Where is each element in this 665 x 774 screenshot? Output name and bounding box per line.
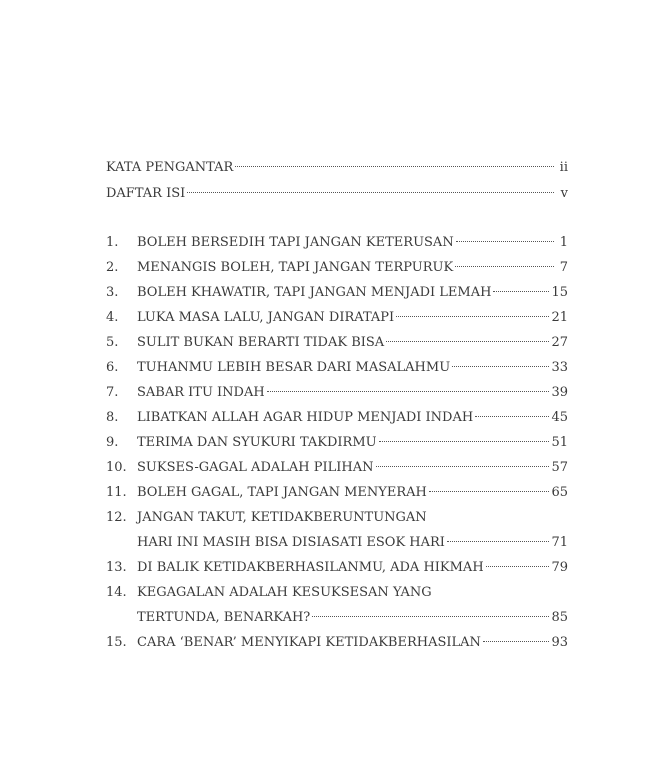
entry-title: TERIMA DAN SYUKURI TAKDIRMU xyxy=(137,435,377,450)
page-number: 27 xyxy=(551,335,568,350)
chapter-number: 4. xyxy=(106,310,119,325)
toc-entry xyxy=(106,505,568,530)
chapter-number: 12. xyxy=(106,510,127,525)
chapter-number: 9. xyxy=(106,435,119,450)
page-number: 71 xyxy=(551,535,568,550)
page-number: 57 xyxy=(551,460,568,475)
toc-entry xyxy=(106,480,568,505)
chapter-number: 13. xyxy=(106,560,127,575)
toc-entry xyxy=(106,355,568,380)
dot-leader xyxy=(187,192,554,193)
toc-entry xyxy=(106,530,568,555)
entry-title: BOLEH BERSEDIH TAPI JANGAN KETERUSAN xyxy=(137,235,454,250)
chapter-number: 8. xyxy=(106,410,119,425)
table-of-contents xyxy=(106,155,568,655)
entry-title: KATA PENGANTAR xyxy=(106,160,234,175)
dot-leader xyxy=(483,641,550,642)
dot-leader xyxy=(312,616,549,617)
dot-leader xyxy=(475,416,549,417)
page-number: 15 xyxy=(551,285,568,300)
entry-title: CARA ‘BENAR’ MENYIKAPI KETIDAKBERHASILAN xyxy=(137,635,481,650)
page-number: 79 xyxy=(551,560,568,575)
entry-title: LIBATKAN ALLAH AGAR HIDUP MENJADI INDAH xyxy=(137,410,474,425)
toc-entry xyxy=(106,580,568,605)
chapter-number: 1. xyxy=(106,235,119,250)
page-number: 39 xyxy=(551,385,568,400)
page-number: 1 xyxy=(559,235,568,250)
chapter-number: 6. xyxy=(106,360,119,375)
chapter-list xyxy=(106,230,568,655)
toc-entry xyxy=(106,455,568,480)
dot-leader xyxy=(486,566,550,567)
chapter-number: 2. xyxy=(106,260,119,275)
page-number: 65 xyxy=(551,485,568,500)
entry-title: KEGAGALAN ADALAH KESUKSESAN YANG xyxy=(137,585,432,600)
entry-title: TUHANMU LEBIH BESAR DARI MASALAHMU xyxy=(137,360,451,375)
dot-leader xyxy=(456,241,554,242)
page-number: 85 xyxy=(551,610,568,625)
dot-leader xyxy=(429,491,550,492)
toc-entry xyxy=(106,380,568,405)
chapter-number: 14. xyxy=(106,585,127,600)
dot-leader xyxy=(386,341,549,342)
spacer xyxy=(106,206,568,230)
entry-title: LUKA MASA LALU, JANGAN DIRATAPI xyxy=(137,310,395,325)
chapter-number: 10. xyxy=(106,460,127,475)
toc-entry xyxy=(106,280,568,305)
toc-entry xyxy=(106,555,568,580)
page-number: 33 xyxy=(551,360,568,375)
toc-entry xyxy=(106,255,568,280)
dot-leader xyxy=(447,541,550,542)
toc-entry xyxy=(106,430,568,455)
dot-leader xyxy=(396,316,549,317)
entry-title: BOLEH KHAWATIR, TAPI JANGAN MENJADI LEMAH xyxy=(137,285,492,300)
entry-title: SABAR ITU INDAH xyxy=(137,385,265,400)
toc-entry xyxy=(106,330,568,355)
dot-leader xyxy=(235,166,554,167)
page-number: 93 xyxy=(551,635,568,650)
entry-title: SULIT BUKAN BERARTI TIDAK BISA xyxy=(137,335,385,350)
chapter-number: 3. xyxy=(106,285,119,300)
toc-entry xyxy=(106,230,568,255)
toc-entry xyxy=(106,181,568,207)
page-number: 45 xyxy=(551,410,568,425)
page-number: ii xyxy=(559,160,568,175)
page-number: 7 xyxy=(559,260,568,275)
toc-entry xyxy=(106,630,568,655)
entry-title: TERTUNDA, BENARKAH? xyxy=(137,610,311,625)
entry-title: MENANGIS BOLEH, TAPI JANGAN TERPURUK xyxy=(137,260,454,275)
dot-leader xyxy=(379,441,550,442)
chapter-number: 5. xyxy=(106,335,119,350)
entry-title: DI BALIK KETIDAKBERHASILANMU, ADA HIKMAH xyxy=(137,560,484,575)
toc-entry xyxy=(106,155,568,181)
dot-leader xyxy=(455,266,554,267)
chapter-number: 11. xyxy=(106,485,127,500)
dot-leader xyxy=(452,366,549,367)
toc-entry xyxy=(106,305,568,330)
dot-leader xyxy=(267,391,550,392)
entry-title: JANGAN TAKUT, KETIDAKBERUNTUNGAN xyxy=(137,510,427,525)
page-number: v xyxy=(560,185,568,201)
entry-title: SUKSES-GAGAL ADALAH PILIHAN xyxy=(137,460,374,475)
dot-leader xyxy=(493,291,549,292)
entry-title: HARI INI MASIH BISA DISIASATI ESOK HARI xyxy=(137,535,445,550)
chapter-number: 15. xyxy=(106,635,127,650)
chapter-number: 7. xyxy=(106,385,119,400)
toc-entry xyxy=(106,605,568,630)
dot-leader xyxy=(376,466,550,467)
entry-title: BOLEH GAGAL, TAPI JANGAN MENYERAH xyxy=(137,485,427,500)
front-matter xyxy=(106,155,568,206)
page-number: 21 xyxy=(551,310,568,325)
page-number: 51 xyxy=(551,435,568,450)
entry-title: DAFTAR ISI xyxy=(106,185,186,201)
toc-entry xyxy=(106,405,568,430)
